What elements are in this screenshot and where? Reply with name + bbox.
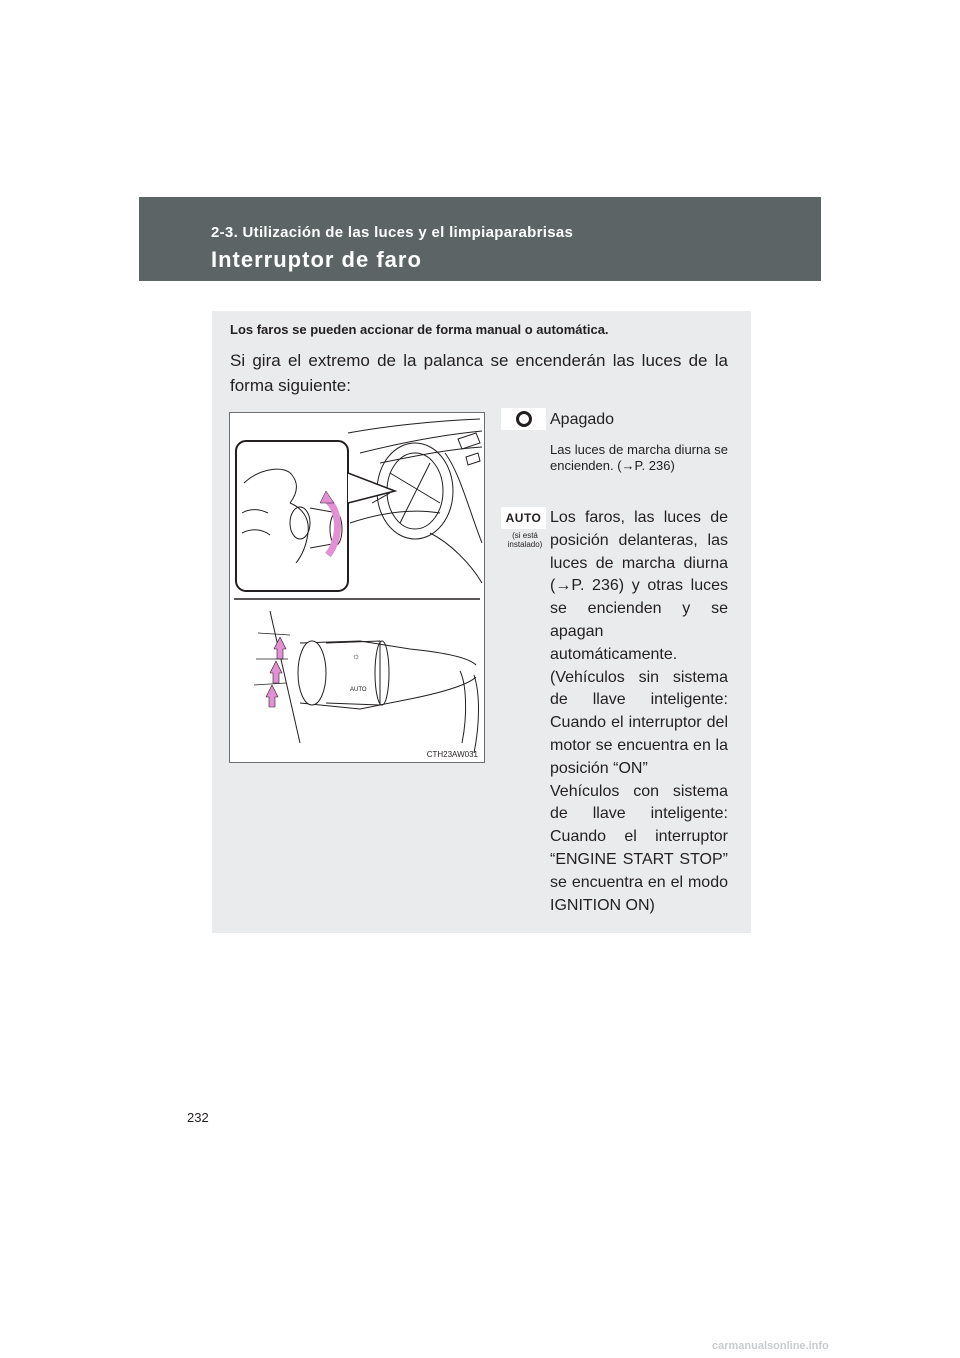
headlight-off-icon-box (501, 408, 546, 430)
lever-illustration (230, 413, 484, 762)
svg-text:☼: ☼ (352, 651, 361, 661)
figure-code: CTH23AW031 (426, 750, 478, 759)
lever-auto-label: AUTO (350, 687, 367, 693)
page-number: 232 (187, 1110, 209, 1125)
lever-drawing (270, 611, 479, 753)
mode-off-title: Apagado (550, 411, 615, 428)
section-title: 2-3. Utilización de las luces y el limpiaparabrisas (211, 224, 574, 241)
headlight-off-icon (514, 409, 534, 429)
footer-watermark: carmanualsonline.info (712, 1340, 829, 1352)
lead-text: Si gira el extremo de la palanca se encenderán las luces de la forma siguiente: (230, 351, 728, 395)
page-title: Interruptor de faro (211, 247, 422, 272)
mode-off-description: Las luces de marcha diurna se encienden. (→P. 236) (550, 442, 728, 473)
mode-auto-description (550, 507, 728, 917)
chapter-header (139, 197, 821, 281)
auto-note: (si está instalado) (507, 531, 543, 549)
mode-auto-paragraph: Vehículos con sistema de llave inteligente: Cuando el interruptor “ENGINE START STOP” se encuentra en el modo IGNITION ON) (550, 782, 728, 914)
intro-text: Los faros se pueden accionar de forma manual o automática. (230, 322, 609, 337)
auto-icon-box (501, 507, 546, 529)
mode-auto-paragraph: Los faros, las luces de posición delanteras, las luces de marcha diurna (→P. 236) y otras luces se encienden y se apagan automáticamente. (550, 509, 728, 663)
dashboard-drawing (348, 419, 482, 583)
headlight-switch-figure (229, 412, 485, 763)
callout-box (236, 441, 348, 591)
content-panel (212, 311, 751, 933)
mode-auto-paragraph: (Vehículos sin sistema de llave inteligente: Cuando el interruptor del motor se encuentra en la posición “ON” (550, 668, 728, 777)
position-arrows (266, 637, 286, 707)
auto-icon: AUTO (505, 511, 542, 525)
